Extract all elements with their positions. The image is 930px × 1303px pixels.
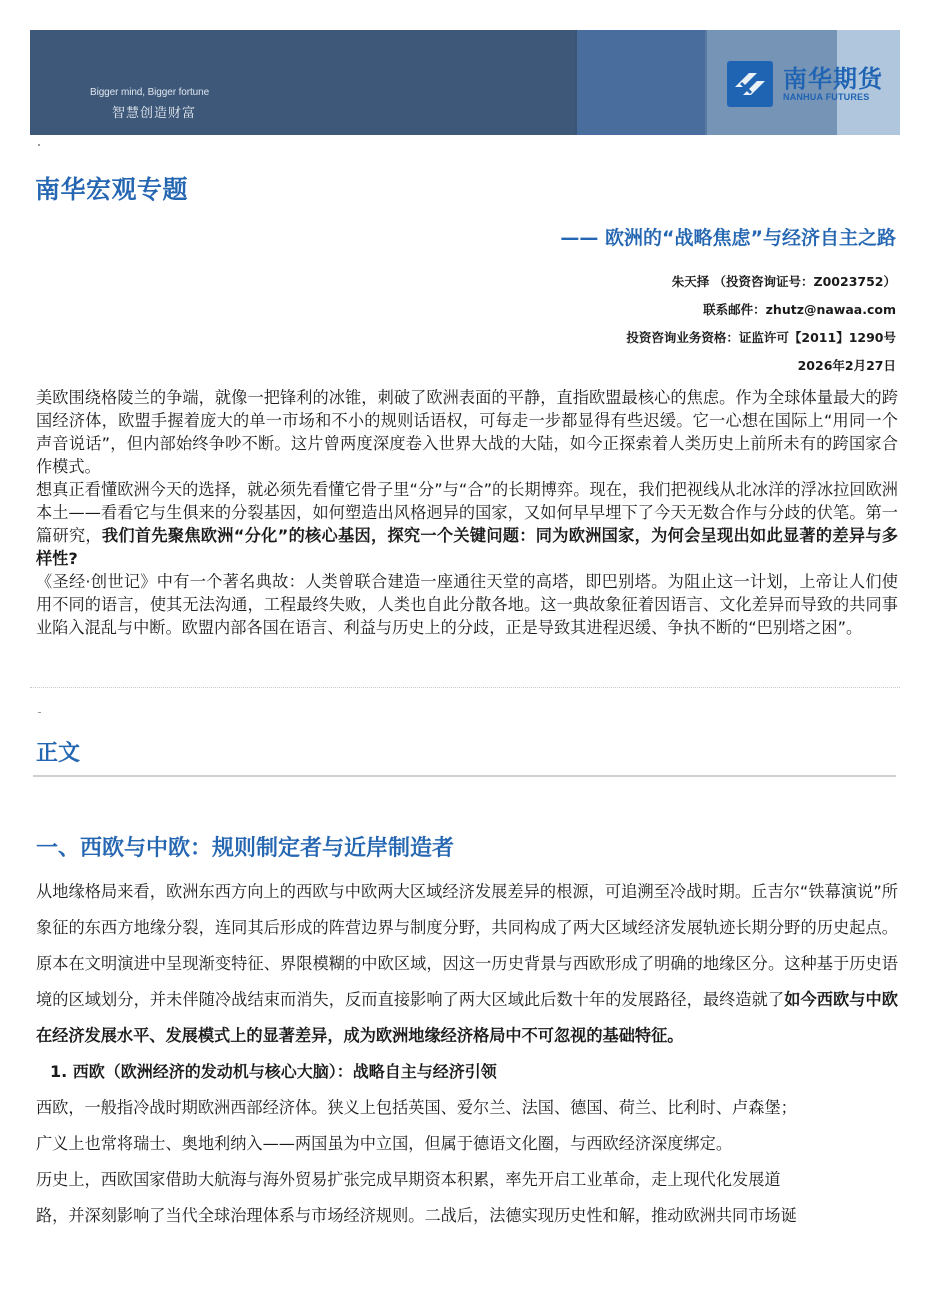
intro-paragraph: 美欧围绕格陵兰的争端，就像一把锋利的冰锥，刺破了欧洲表面的平静，直指欧盟最核心的焦虑。作为全球体量最大的跨国经济体，欧盟手握着庞大的单一市场和不小的规则话语权，可每走一步都显得有些迟缓。它一心想在国际上“用同一个声音说话”，但内部始终争吵不断。这片曾两度深度卷入世界大战的大陆，如今正探索着人类历史上前所未有的跨国家合作模式。 xyxy=(36,388,898,476)
divider xyxy=(30,687,900,688)
emphasis-text: 我们首先聚焦欧洲“分化”的核心基因，探究一个关键问题：同为欧洲国家，为何会呈现出如此显著的差异与多样性? xyxy=(36,526,898,568)
subsection-heading: 1. 西欧（欧洲经济的发动机与核心大脑）：战略自主与经济引领 xyxy=(50,1062,497,1081)
intro-paragraph: 《圣经·创世记》中有一个著名典故：人类曾联合建造一座通往天堂的高塔，即巴别塔。为阻止这一计划，上帝让人们使用不同的语言，使其无法沟通，工程最终失败，人类也自此分散各地。这一典故象征着因语言、文化差异而导致的共同事业陷入混乱与中断。欧盟内部各国在语言、利益与历史上的分歧，正是导致其进程迟缓、争执不断的“巴别塔之困”。 xyxy=(36,572,898,637)
author-line: 朱天择 （投资咨询证号：Z0023752） xyxy=(671,274,896,289)
body-paragraph xyxy=(36,874,898,1054)
divider xyxy=(33,775,896,777)
report-title: 南华宏观专题 xyxy=(35,175,189,204)
banner-panel xyxy=(575,30,707,135)
section-heading: 正文 xyxy=(36,741,81,766)
license-line: 投资咨询业务资格：证监许可【2011】1290号 xyxy=(626,330,896,345)
report-subtitle: —— 欧洲的“战略焦虑”与经济自主之路 xyxy=(560,227,896,249)
chapter-heading: 一、西欧与中欧：规则制定者与近岸制造者 xyxy=(36,836,455,861)
logo-name-en: NANHUA FUTURES xyxy=(783,92,870,102)
email-line: 联系邮件：zhutz@nawaa.com xyxy=(703,302,896,317)
date-line: 2026年2月27日 xyxy=(797,358,896,373)
paragraph-text: 从地缘格局来看，欧洲东西方向上的西欧与中欧两大区域经济发展差异的根源，可追溯至冷战时期。丘吉尔“铁幕演说”所象征的东西方地缘分裂，连同其后形成的阵营边界与制度分野，共同构成了两大区域经济发展轨迹长期分野的历史起点。原本在文明演进中呈现渐变特征、界限模糊的中欧区域，因这一历史背景与西欧形成了明确的地缘区分。这种基于历史语境的区域划分，并未伴随冷战结束而消失，反而直接影响了两大区域此后数十年的发展路径，最终造就了 xyxy=(36,882,898,1009)
mark xyxy=(38,712,41,713)
intro-section xyxy=(36,386,898,639)
body-text xyxy=(36,874,898,1234)
slogan-english: Bigger mind, Bigger fortune xyxy=(90,87,210,98)
logo-name-cn: 南华期货 xyxy=(783,65,883,93)
nanhua-logo-icon xyxy=(727,61,773,107)
slogan-chinese: 智慧创造财富 xyxy=(112,106,197,121)
body-paragraph: 广义上也常将瑞士、奥地利纳入——两国虽为中立国，但属于德语文化圈，与西欧经济深度绑定。 xyxy=(36,1134,733,1153)
body-paragraph: 路，并深刻影响了当代全球治理体系与市场经济规则。二战后，法德实现历史性和解，推动欧洲共同市场诞 xyxy=(36,1206,797,1225)
header-banner xyxy=(30,30,900,135)
company-logo xyxy=(727,61,883,107)
body-paragraph: 历史上，西欧国家借助大航海与海外贸易扩张完成早期资本积累，率先开启工业革命，走上现代化发展道 xyxy=(36,1170,781,1189)
emphasis-text: 如今西欧与中欧在经济发展水平、发展模式上的显著差异，成为欧洲地缘经济格局中不可忽视的基础特征。 xyxy=(36,990,898,1045)
paragraph-text: 想真正看懂欧洲今天的选择，就必须先看懂它骨子里“分”与“合”的长期博弈。现在，我们把视线从北冰洋的浮冰拉回欧洲本土——看看它与生俱来的分裂基因，如何塑造出风格迥异的国家，又如何早早埋下了今天无数合作与分歧的伏笔。第一篇研究， xyxy=(36,480,898,545)
body-paragraph: 西欧，一般指冷战时期欧洲西部经济体。狭义上包括英国、爱尔兰、法国、德国、荷兰、比利时、卢森堡； xyxy=(36,1098,797,1117)
intro-paragraph xyxy=(36,478,898,570)
mark xyxy=(38,144,40,146)
